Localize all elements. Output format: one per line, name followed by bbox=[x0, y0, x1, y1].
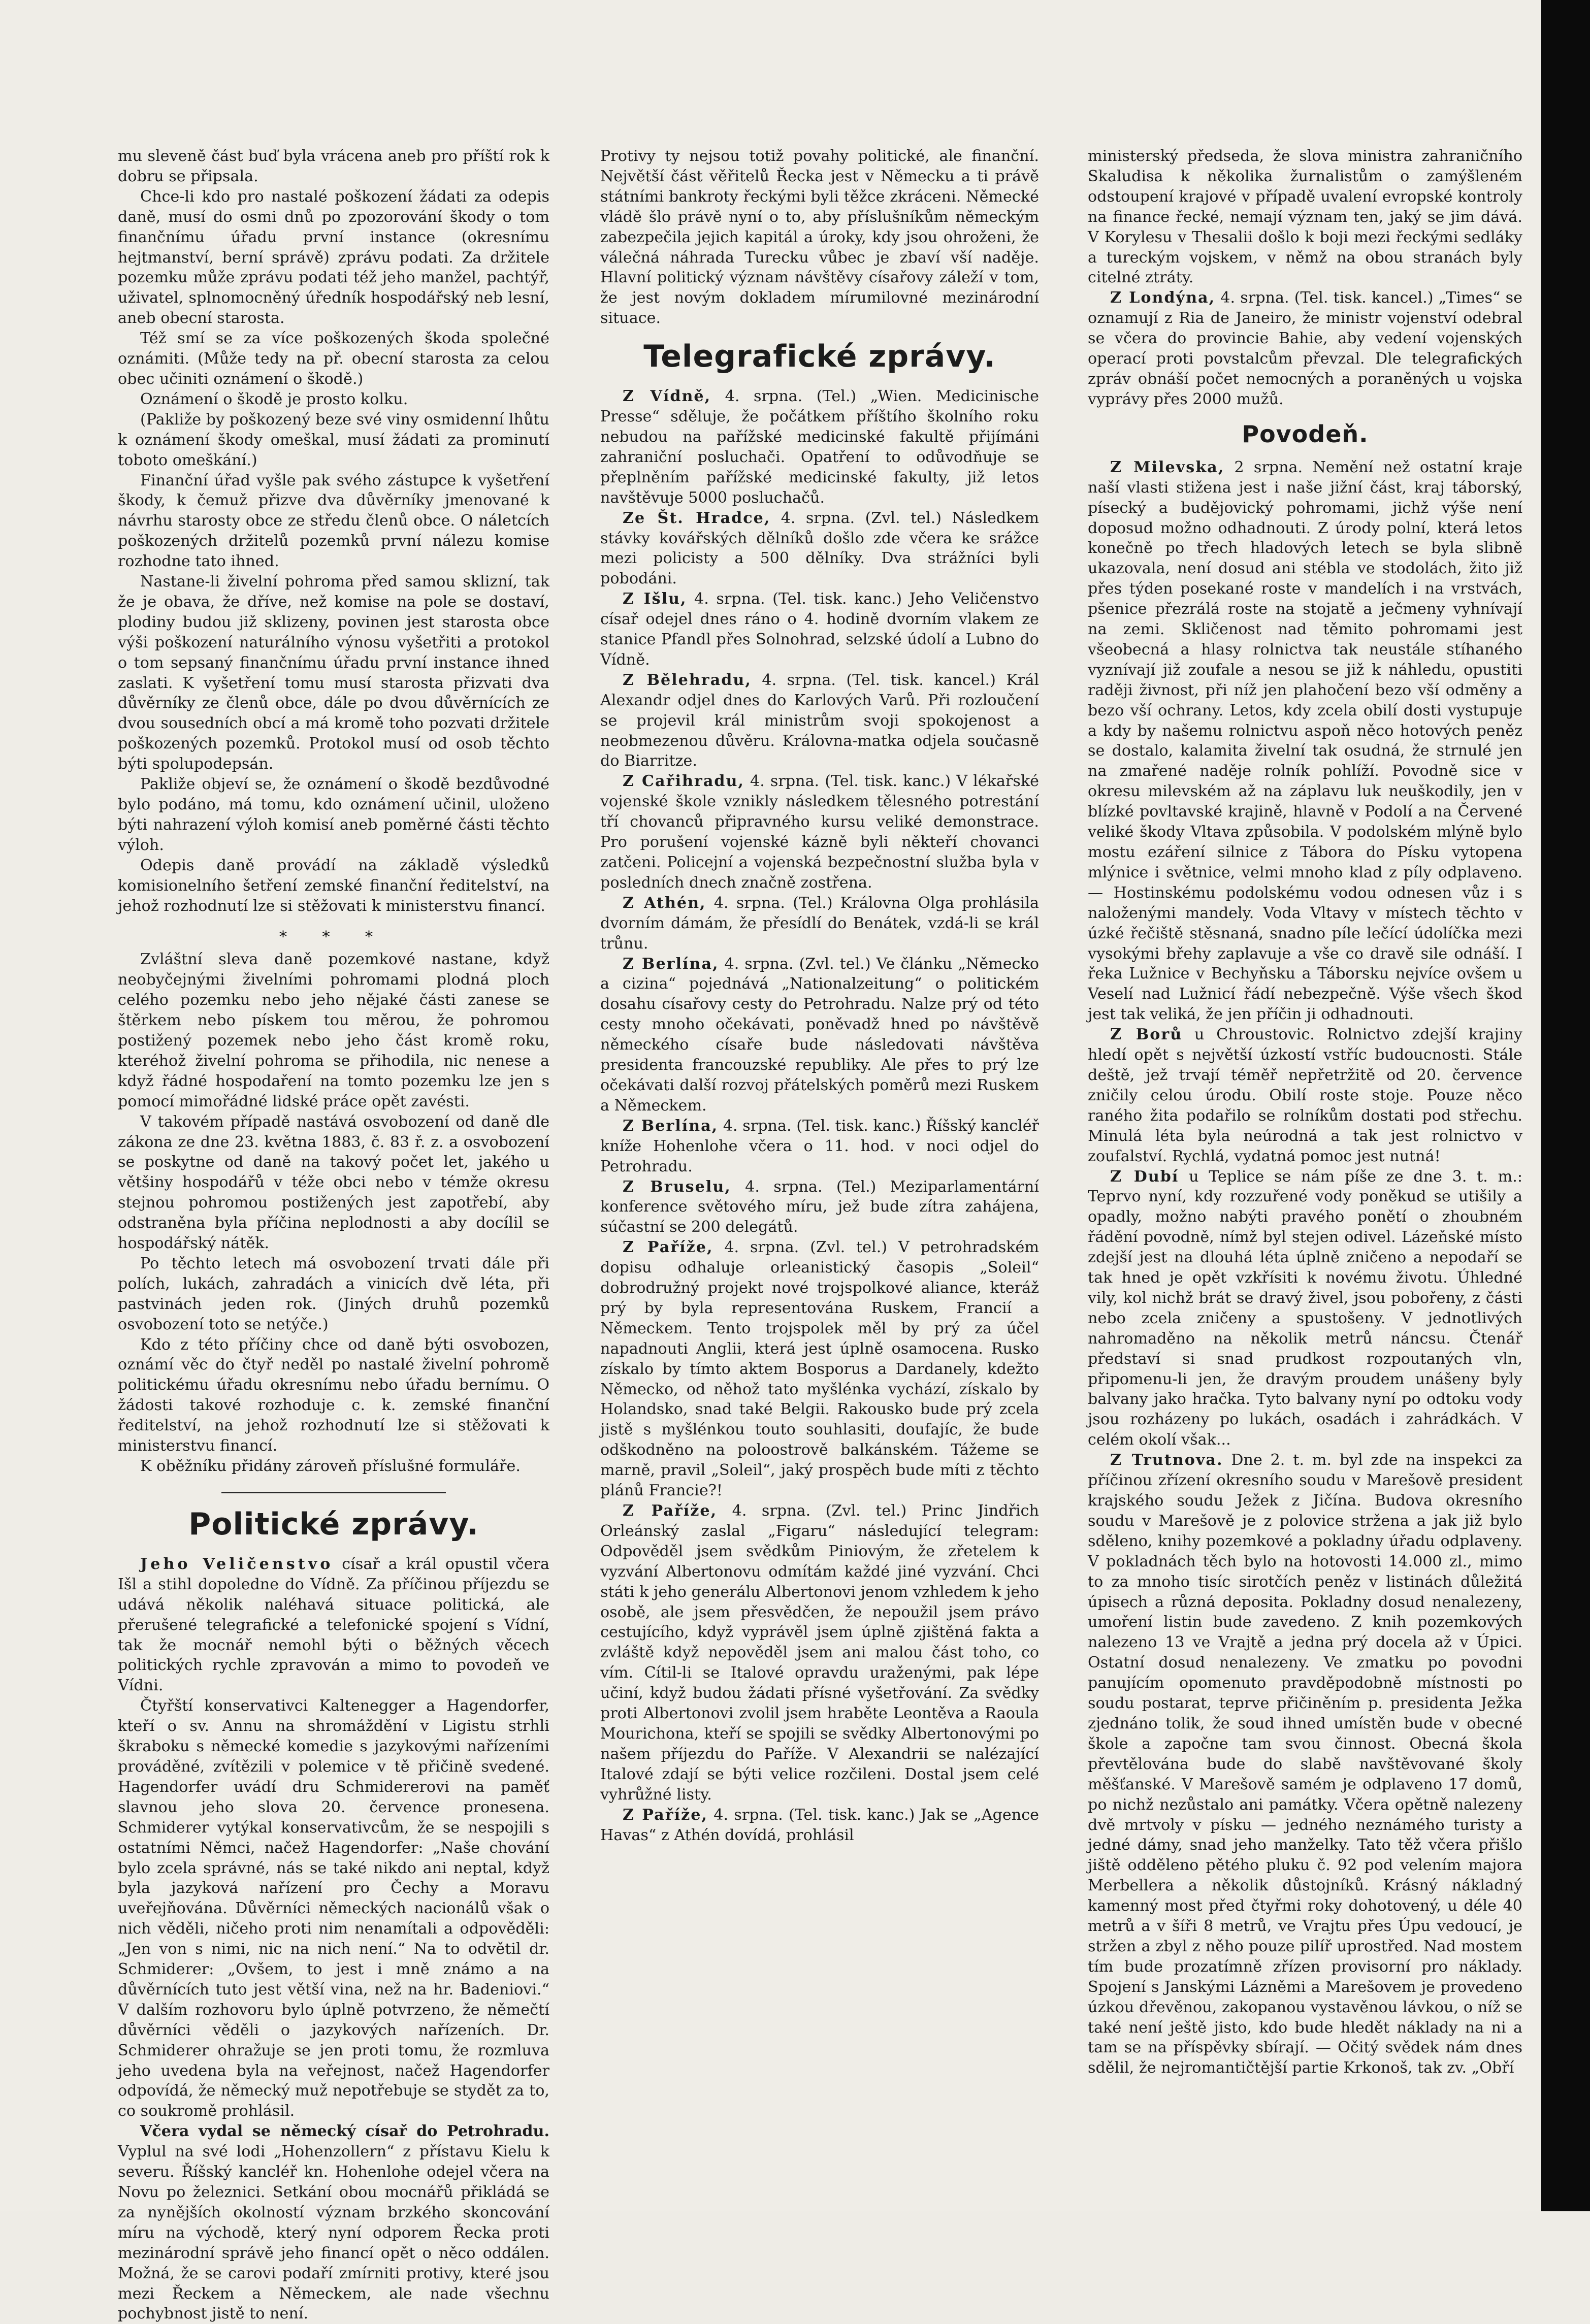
news-body: 4. srpna. (Tel.) Královna Olga prohlásila dvorním dámám, že přesídlí do Benátek, vzdá-li se král trůnu. bbox=[600, 894, 1039, 953]
news-item bbox=[1088, 1167, 1522, 1451]
dateline: Z Dubí bbox=[1110, 1167, 1179, 1186]
section-separator: * * * bbox=[279, 928, 388, 946]
article-text: Kdo z této příčiny chce od daně býti osvobozen, oznámí věc do čtyř neděl po nastalé živelní pohromě politickému úřadu okresnímu nebo úřadu bernímu. O žádosti takové rozhoduje c. k. zemské finanční ředitelství, na jehož rozhodnutí lze si stěžovati k ministerstvu financí. bbox=[118, 1335, 549, 1455]
article-body: Vyplul na své lodi „Hohenzollern“ z přístavu Kielu k severu. Říšský kancléř kn. Hohenlohe odejel včera na Novu po železnici. Setkání obou mocnářů přikládá se za nynějších okolností význam brzkého skoncování míru na východě, který nyní odporem Řecka proti mezinárodní správě jeho financí opět o něco oddálen. Možná, že se carovi podaří zmírniti protivy, které jsou mezi Řeckem a Německem, ale nade všechnu pochybnost jistě to není. bbox=[118, 2143, 549, 2323]
article-lead: Včera vydal se německý císař do Petrohradu. bbox=[140, 2122, 549, 2141]
dateline: Z Berlína, bbox=[623, 955, 719, 973]
article-text: Po těchto letech má osvobození trvati dále při polích, lukách, zahradách a vinicích dvě léta, při pastvinách jeden rok. (Jiných druhů pozemků osvobození toto se netýče.) bbox=[118, 1254, 549, 1333]
section-heading-flood: Povodeň. bbox=[1242, 420, 1369, 448]
article-text: Též smí se za více poškozených škoda společné oznámiti. (Může tedy na př. obecní starosta za celou obec učiniti oznámení o škodě.) bbox=[118, 330, 549, 388]
news-body: 4. srpna. (Tel. tisk. kanc.) Říšský kancléř kníže Hohenlohe včera o 11. hod. v noci odjel do Petrohradu. bbox=[600, 1117, 1039, 1175]
news-item bbox=[600, 386, 1039, 508]
news-body: 4. srpna. (Zvl. tel.) Ve článku „Německo a cizina“ pojednává „Nationalzeitung“ o politickém dosahu císařovy cesty do Petrohradu. Nalze prý od této cesty mnoho očekávati, poněvadž hned po návštěvě německého císaře bude následovati návštěva presidenta francouzské republiky. Ale přes to prý lze očekávati další rozvoj přátelských poměrů mezi Ruskem a Německem. bbox=[600, 955, 1039, 1115]
article-body: císař a král opustil včera Išl a stihl dopoledne do Vídně. Za příčinou příjezdu se udává několik naléhavá situace politická, ale přerušené telegrafické a telefonické spojení s Vídní, tak že mocnář nemohl býti o běžných věcech politických rychle zpravován a mimo to povodeň ve Vídni. bbox=[118, 1555, 549, 1695]
article-text bbox=[118, 2121, 549, 2324]
news-body: 4. srpna. (Zvl. tel.) Následkem stávky kovářských dělníků došlo zde včera ke srážce mezi policisty a 500 dělníky. Dva strážníci byli pobodáni. bbox=[600, 509, 1039, 588]
scan-border bbox=[1541, 0, 1590, 2211]
column-right bbox=[1088, 146, 1522, 2172]
dateline: Z Vídně, bbox=[623, 387, 711, 406]
article-text bbox=[118, 1554, 549, 1696]
article-text: Chce-li kdo pro nastalé poškození žádati za odepis daně, musí do osmi dnů po zpozorování škody o tom finančnímu úřadu první instance (okresnímu hejtmanství, berní správě) zprávu podati. Za držitele pozemku může zprávu podati též jeho manžel, pachtýř, uživatel, splnomocněný úředník hospodářský neb lesní, aneb obecní starosta. bbox=[118, 187, 549, 328]
article-text: K oběžníku přidány zároveň příslušné formuláře. bbox=[140, 1457, 521, 1475]
article-text: mu sleveně část buď byla vrácena aneb pro příští rok k dobru se připsala. bbox=[118, 147, 549, 185]
dateline: Z Išlu, bbox=[623, 590, 687, 608]
article-lead: Jeho Veličenstvo bbox=[140, 1555, 334, 1573]
news-body: 4. srpna. (Tel. tisk. kanc.) V lékařské vojenské škole vznikly následkem tělesného potrestání tří chovanců připravného kursu veliké demonstrace. Pro porušení vojenské kázně byli někteří chovanci zatčeni. Policejní a vojenská bezpečnostní služba byla v posledních dnech značně zostřena. bbox=[600, 772, 1039, 892]
news-body: 4. srpna. (Tel. tisk. kancel.) „Times“ se oznamují z Ria de Janeiro, že ministr vojenství odebral se včera do provincie Bahie, aby vedení vojenských operací proti povstalcům převzal. Dle telegrafických zpráv obnáší počet nemocných a poraněných u vojska vyprávy přes 2000 mužů. bbox=[1088, 289, 1522, 408]
news-body: 4. srpna. (Tel.) Meziparlamentární konference světového míru, jež bude zítra zahájena, súčastní se 200 delegátů. bbox=[600, 1177, 1039, 1236]
article-text: Čtyřští konservativci Kaltenegger a Hagendorfer, kteří o sv. Annu na shromáždění v Ligistu strhli škraboku s německé komedie s jazykovými nařízeními prováděné, zvítězili v polemice v tě přičině svedené. Hagendorfer uvádí dru Schmidererovi na paměť slavnou jeho slova 20. července pronesena. Schmiderer vytýkal konservativcům, že se nespojili s ostatními Němci, načež Hagendorfer: „Naše chování bylo zcela správné, nás se také nikdo ani neptal, když byla jazyková nařízení pro Čechy a Moravu uveřejňována. Důvěrníci německých nacionálů však o nich věděli, ničeho proti nim nenamítali a odpověděli: „Jen von s nimi, nic na nich není.“ Na to odvětil dr. Schmiderer: „Ovšem, to jest i mně známo a na důvěrnících tuto jest větší vina, než na hr. Badeniovi.“ V dalším rozhovoru bylo úplně potvrzeno, že němečtí důvěrníci věděli o jazykových nařízeních. Dr. Schmiderer ohražuje se jen proti tomu, že rozmluva jeho uvedena byla na veřejnost, načež Hagendorfer odpovídá, že německý muž nepotřebuje se stydět za to, co soukromě prohlásil. bbox=[118, 1697, 549, 2120]
news-body: 4. srpna. (Tel.) „Wien. Medicinische Presse“ sděluje, že počátkem příštího školního roku nebudou na pařížské medicinské fakultě přijímáni zahraniční posluchači. Opatření to odůvodňuje se přeplněním pařížské medicinské fakulty, již letos navštěvuje 5000 posluchačů. bbox=[600, 387, 1039, 507]
news-item bbox=[600, 893, 1039, 954]
article-text: Protivy ty nejsou totiž povahy politické, ale finanční. Největší část věřitelů Řecka jest v Německu a ti právě státními bankroty řeckými byli těžce zkráceni. Německé vládě šlo právě nyní o to, aby příslušníkům německým zabezpečila jejich kapitál a úroky, kdy jsou ohroženi, že válečná náhrada Turecku vůbec je zbaví vší naděje. Hlavní politický význam návštěvy císařovy záleží v tom, že jest novým dokladem mírumilovné mezinárodní situace. bbox=[600, 147, 1039, 328]
news-item bbox=[600, 1177, 1039, 1238]
section-heading-telegraphic: Telegrafické zprávy. bbox=[643, 339, 996, 375]
news-item bbox=[600, 670, 1039, 772]
dateline: Z Cařihradu, bbox=[623, 772, 744, 791]
news-item bbox=[600, 508, 1039, 590]
dateline: Z Berlína, bbox=[623, 1117, 719, 1135]
article-text: (Pakliže by poškozený beze své viny osmidenní lhůtu k oznámení škody omeškal, musí žádati za prominutí toboto omeškání.) bbox=[118, 410, 549, 469]
news-body: 4. srpna. (Tel. tisk. kancel.) Král Alexandr odjel dnes do Karlových Varů. Při rozloučení se projevil král ministrům svoji spokojenost a neobmezenou důvěru. Královna-matka odjela současně do Biarritze. bbox=[600, 671, 1040, 770]
news-item bbox=[600, 1501, 1039, 1805]
news-body: 4. srpna. (Tel. tisk. kanc.) Jeho Veličenstvo císař odejel dnes ráno o 4. hodině dvorním vlakem ze stanice Pfandl přes Solnohrad, selzské údolí a Lubno do Vídně. bbox=[600, 590, 1039, 669]
news-item bbox=[600, 954, 1039, 1116]
article-text: Nastane-li živelní pohroma před samou sklizní, tak že je obava, že dříve, než komise na pole se dostaví, plodiny budou již sklizeny, povinen jest starosta obce výši poškození naturálního výnosu vyšetřiti a protokol o tom sepsaný finančnímu úřadu první instance ihned zaslati. K vyšetření tomu musí starosta přizvati dva důvěrníky ze členů obce, dále po dvou důvěrnících ze dvou sousedních obcí a má kromě toho pozvati držitele poškozených pozemků. Protokol musí od osob těchto býti spolupodepsán. bbox=[118, 573, 549, 773]
news-item bbox=[1088, 457, 1522, 1025]
divider-rule bbox=[221, 1492, 446, 1493]
dateline: Z Londýna, bbox=[1110, 289, 1216, 307]
news-item bbox=[600, 589, 1039, 670]
dateline: Z Paříže, bbox=[623, 1502, 718, 1520]
news-item bbox=[600, 771, 1039, 893]
news-body: 4. srpna. (Zvl. tel.) V petrohradském dopisu odhaluje orleanistický časopis „Soleil“ dobrodružný projekt nové trojspolkové aliance, kteráž prý by byla representována Ruskem, Francií a Německem. Tento trojspolek měl by prý za účel napadnouti Anglii, která jest úplně osamocena. Rusko získalo by tímto aktem Bosporus a Dardanely, kdežto Německo, od něhož tato myšlénka vychází, získalo by Holandsko, snad také Belgii. Rakousko bude prý zcela jistě s myšlénkou touto souhlasiti, doufajíc, že bude odškodněno na poloostrově balkánském. Tážeme se marně, pravil „Soleil“, jaký prospěch bude míti z těchto plánů Francie?! bbox=[600, 1238, 1039, 1500]
news-body: Dne 2. t. m. byl zde na inspekci za příčinou zřízení okresního soudu v Marešově president krajského soudu Ježek z Jičína. Budova okresního soudu v Marešově je z polovice stržena a jak již bylo sděleno, knihy pozemkové a pokladny úřadu odplaveny. V pokladnách těch bylo na hotovosti 14.000 zl., mimo to za mnoho tisíc sirotčích peněz v listinách důležitá úpisech a různá deposita. Pokladny dosud nenalezeny, umoření listin bude zavedeno. Z knih pozemkových nalezeno 13 ve Vrajtě a jedna prý docela až v Úpici. Ostatní dosud nenalezeny. Ve zmatku po povodni panujícím opomenuto pravděpodobně místnosti po soudu postarat, teprve přičiněním p. presidenta Ježka zjednáno tolik, že soud ihned umístěn bude v obecné škole a započne tam svou činnost. Obecná škola převtělována bude do slabě navštěvované školy měšťanské. V Marešově samém je odplaveno 17 domů, po nichž nezůstalo ani památky. Včera opětně nalezeny dvě mrtvoly v písku — jedného neznámého turisty a jedné dámy, snad jeho manželky. Tato těž včera přišlo jiště odděleno pětého pluku č. 92 pod velením majora Merbellera a několik důstojníků. Krásný nákladný kamenný most před čtyřmi roky dohotovený, u déle 40 metrů a v šíři 8 metrů, ve Vrajtu přes Úpu vedoucí, je stržen a zbyl z něho pouze pilíř uprostřed. Nad mostem tím bude prozatímně zřízen provisorní pro náklady. Spojení s Janskými Lázněmi a Marešovem je provedeno úzkou dřevěnou, zakopanou vystavěnou lávkou, o níž se také není ještě jisto, kdo bude hledět náklady na ni a tam se na příspěvky sbírají. — Očitý svědek nám dnes sdělil, že nejromantičtější partie Krkonoš, tak zv. „Obří bbox=[1088, 1451, 1522, 2077]
dateline: Z Bělehradu, bbox=[623, 671, 752, 689]
dateline: Z Bruselu, bbox=[623, 1177, 731, 1196]
dateline: Z Borů bbox=[1110, 1026, 1183, 1044]
news-item bbox=[600, 1237, 1039, 1501]
news-body: u Teplice se nám píše ze dne 3. t. m.: Teprvo nyní, kdy rozzuřené vody poněkud se utišily a opadly, možno nabýti pravého ponětí o zhoubném řádění povodně, nímž byl stejen odivel. Lázeňské místo zdejší jest na dlouhá léta úplně zničeno a nepodaří se tak hned je opět vzkřísiti k novému životu. Úhledné vily, kol nichž brát se dravý živel, jsou pobořeny, z části nebo zcela zničeny a spustošeny. V jednotlivých nahromaděno na několik metrů náncsu. Čtenář představí si snad prudkost rozpoutaných vln, připomenu-li jen, že dravým proudem unášeny byly balvany jako hračka. Tyto balvany nyní po odtoku vody jsou rozházeny po lukách, osadách i zahrádkách. V celém okolí však... bbox=[1088, 1167, 1522, 1449]
section-heading-political: Politické zprávy. bbox=[188, 1506, 479, 1542]
article-text: ministerský předseda, že slova ministra zahraničního Skaludisa k několika žurnalistům o zamýšleném odstoupení krajové v případě uvalení evropské kontroly na finance řecké, nemají význam ten, jaký se jim dává. V Korylesu v Thesalii došlo k boji mezi řeckými sedláky a tureckým vojskem, v němž na obou stranách byly citelné ztráty. bbox=[1088, 147, 1522, 287]
article-text: V takovém případě nastává osvobození od daně dle zákona ze dne 23. května 1883, č. 83 ř. z. a osvobození se poskytne od daně na takový počet let, jakého u většiny hospodářů v téže obci nebo v témže okresu stejnou pohromou postižených jest zapotřebí, aby odstraněna byla příčina neplodnosti a aby docílil se hospodářský nátěk. bbox=[118, 1112, 549, 1253]
news-body: 4. srpna. (Zvl. tel.) Princ Jindřich Orleánský zaslal „Figaru“ následující telegram: Odpověděl jsem svědkům Piniovým, že zřetelem k vyzvání Albertonovu odmítám každé jiné vyzvání. Chci státi k jeho generálu Albertonovi jenom vzhledem k jeho osobě, ale jsem přesvědčen, že nepoužil jsem právo cestujícího, když vyprávěl jsem úplně zjištěná fakta a zvláště když nepověděl jsem ani malou část toho, co vím. Cítil-li se Italové opravdu uraženými, pak lépe učiní, když budou žádati přísné vyšetřování. Za svědky proti Albertonovi zvolil jsem hraběte Leontěva a Raoula Mourichona, kteří se spojili se svědky Albertonovými po našem příjezdu do Paříže. V Alexandrii se nalézající Italové zdají se býti velice rozčileni. Dostal jsem celé vyhrůžné listy. bbox=[600, 1502, 1039, 1804]
news-body: 4. srpna. (Tel. tisk. kanc.) Jak se „Agence Havas“ z Athén dovídá, prohlásil bbox=[600, 1806, 1039, 1844]
dateline: Z Trutnova. bbox=[1110, 1451, 1223, 1469]
article-text: Zvláštní sleva daně pozemkové nastane, když neobyčejnými živelními pohromami plodná ploch celého pozemku nebo jeho nějaké části zanese se štěrkem nebo pískem tou měrou, že pohromou postižený pozemek nebo jeho část kromě roku, kteréhož živelní pohroma se přihodila, nic nenese a když řádné hospodaření na tomto pozemku lze jen s pomocí mimořádné lidské práce opět zavésti. bbox=[118, 951, 549, 1110]
news-item bbox=[600, 1116, 1039, 1177]
article-text: Pakliže objeví se, že oznámení o škodě bezdůvodné bylo podáno, má tomu, kdo oznámení učinil, uloženo býti nahrazení výloh komisí aneb poměrné části těchto výloh. bbox=[118, 775, 549, 854]
article-text: Finanční úřad vyšle pak svého zástupce k vyšetření škody, k čemuž přizve dva důvěrníky jmenované k návrhu starosty obce ze středu členů obce. O náletcích poškozených držitelů pozemků první nálezu komise rozhodne tato ihned. bbox=[118, 471, 549, 571]
column-middle bbox=[600, 146, 1039, 2172]
dateline: Z Milevska, bbox=[1110, 458, 1225, 476]
dateline: Z Paříže, bbox=[623, 1238, 713, 1257]
news-body: 2 srpna. Nemění než ostatní kraje naší vlasti stižena jest i naše jižní část, kraj táborský, písecký a budějovický pohromami, jichž výše není doposud možno odhadnouti. Z úrody polní, která letos konečně po třech hladových letech se byla slibně ukazovala, není dosud ani stébla ve stodolách, žito již přes týden posekané roste v mandelích i na vrstvách, pšenice přezrálá roste na stojatě a ječmeny vyhnívají na zemi. Skličenost nad těmito pohromami jest všeobecná a hlasy rolnictva tak neustále stíhaného vyznívají již zoufale a nesou se již k náhledu, opustiti raději živnost, při níž jen plahočení bezo vší odměny a bezo vší ochrany. Letos, kdy zcela obilí dosti vystupuje a kdy by našemu rolnictvu aspoň něco hotových peněz se dostalo, kalamita živelní tak osudná, že strnulé jen na zmařené naděje rolník pohlíží. Povodně sice v okresu milevském až na záplavu luk neuškodily, jen v blízké povltavské krajině, hlavně v Podolí a na Červené veliké škody Vltava způsobila. V podolském mlýně bylo mostu ezáření silnice z Tábora do Písku vytopena mlýnice i světnice, velmi mnoho klad z píly odplaveno. — Hostinskému podolskému vodou odnesen vůz i s naloženými mandely. Voda Vltavy v místech těchto v úzké řečiště stěsnaná, snadno píle lečící údolíčka mezi vysokými břehy zaplavuje a vše co dravě sile odnáší. I řeka Lužnice v Bechyňsku a Táborsku nejvíce ovšem u Veselí nad Lužnicí řádí nebezpečně. Výše všech škod jest tak veliká, že jen příčin ji odhadnouti. bbox=[1088, 458, 1522, 1024]
news-item bbox=[1088, 288, 1522, 409]
dateline: Ze Št. Hradce, bbox=[623, 509, 771, 527]
article-text: Odepis daně provádí na základě výsledků komisionelního šetření zemské finanční ředitelství, na jehož rozhodnutí lze si stěžovati k ministerstvu financí. bbox=[118, 856, 549, 915]
news-item bbox=[1088, 1450, 1522, 2078]
article-text: Oznámení o škodě je prosto kolku. bbox=[140, 390, 408, 408]
dateline: Z Paříže, bbox=[623, 1806, 708, 1824]
news-item bbox=[600, 1805, 1039, 1846]
news-item bbox=[1088, 1025, 1522, 1166]
dateline: Z Athén, bbox=[623, 894, 706, 912]
news-body: u Chroustovic. Rolnictvo zdejší krajiny hledí opět s největší úzkostí vstříc budoucnosti. Stále deště, jež trvají téměř nepřetržitě od 20. července zničily celou úrodu. Obilí roste stoje. Pouze něco raného žita podařilo se rolníkům dostati pod střechu. Minulá léta byla neúrodná a tak jest rolnictvo v zoufalství. Rychlá, vydatná pomoc jest nutná! bbox=[1088, 1026, 1522, 1165]
column-left bbox=[118, 146, 549, 2323]
